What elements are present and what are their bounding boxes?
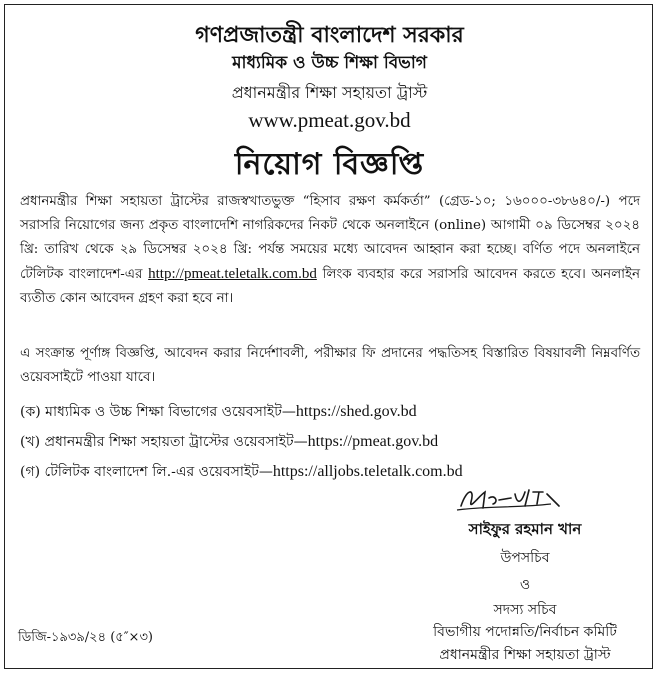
reference-code: ডিজি-১৯৩৯/২৪ (৫″×৩) — [18, 630, 153, 645]
website-label: (ক) মাধ্যমিক ও উচ্চ শিক্ষা বিভাগের ওয়েবসাইট— — [20, 404, 296, 420]
paragraph-text-end: লিংক ব্যবহার করে সরাসরি আবেদন করতে হবে। অনলাইন ব্যতীত কোন আবেদন গ্রহণ করা হবে না। — [20, 267, 640, 306]
notice-title: নিয়োগ বিজ্ঞপ্তি — [234, 147, 425, 182]
paragraph-details: এ সংক্রান্ত পূর্ণাঙ্গ বিজ্ঞপ্তি, আবেদন করার নির্দেশাবলী, পরীক্ষার ফি প্রদানের পদ্ধতিসহ বিস্তারিত বিষয়াবলী নিম্নবর্ণিত ওয়েবসাইটে পাওয়া যাবে। — [20, 346, 640, 385]
website-item-pmeat — [20, 430, 438, 454]
website-label: (গ) টেলিটক বাংলাদেশ লি.-এর ওয়েবসাইট— — [20, 464, 273, 480]
signatory-name: সাইফুর রহমান খান — [468, 520, 582, 538]
website-url[interactable]: https://shed.gov.bd — [295, 403, 417, 420]
application-link[interactable]: http://pmeat.teletalk.com.bd — [148, 266, 317, 282]
handwritten-signature — [455, 484, 565, 514]
signatory-conjunction: ও — [519, 577, 531, 593]
signatory-designation: উপসচিব — [500, 550, 550, 566]
website-url[interactable]: https://alljobs.teletalk.com.bd — [272, 463, 463, 480]
website-url[interactable]: https://pmeat.gov.bd — [307, 433, 439, 450]
trust-heading: প্রধানমন্ত্রীর শিক্ষা সহায়তা ট্রাস্ট — [231, 83, 428, 102]
signatory-committee: বিভাগীয় পদোন্নতি/নির্বাচন কমিটি — [433, 624, 617, 640]
website-heading: www.pmeat.gov.bd — [248, 108, 411, 132]
website-label: (খ) প্রধানমন্ত্রীর শিক্ষা সহায়তা ট্রাস্টের ওয়েবসাইট— — [20, 434, 308, 450]
paragraph-text: প্রধানমন্ত্রীর শিক্ষা সহায়তা ট্রাস্টের রাজস্বখাতভুক্ত “হিসাব রক্ষণ কর্মকর্তা” (গ্রেড-১০; ১৬০০০-৩৮৬৪০/-) পদে সরাসরি নিয়োগের জন্য প্রকৃত বাংলাদেশি নাগরিকদের নিকট থেকে অনলাইনে (online) আগামী ০৯ ডিসেম্বর ২০২৪ খ্রি: তারিখ থেকে ২৯ ডিসেম্বর ২০২৪ খ্রি: পর্যন্ত সময়ের মধ্যে আবেদন আহ্বান করা হচ্ছে। বর্ণিত পদে অনলাইনে টেলিটক বাংলাদেশ-এর — [20, 194, 640, 282]
paragraph-application — [20, 190, 640, 311]
government-heading: গণপ্রজাতন্ত্রী বাংলাদেশ সরকার — [195, 22, 464, 48]
website-item-teletalk — [20, 460, 463, 484]
website-item-shed — [20, 400, 417, 424]
division-heading: মাধ্যমিক ও উচ্চ শিক্ষা বিভাগ — [232, 53, 427, 73]
signatory-organization: প্রধানমন্ত্রীর শিক্ষা সহায়তা ট্রাস্ট — [439, 647, 611, 663]
signatory-role: সদস্য সচিব — [493, 602, 557, 618]
